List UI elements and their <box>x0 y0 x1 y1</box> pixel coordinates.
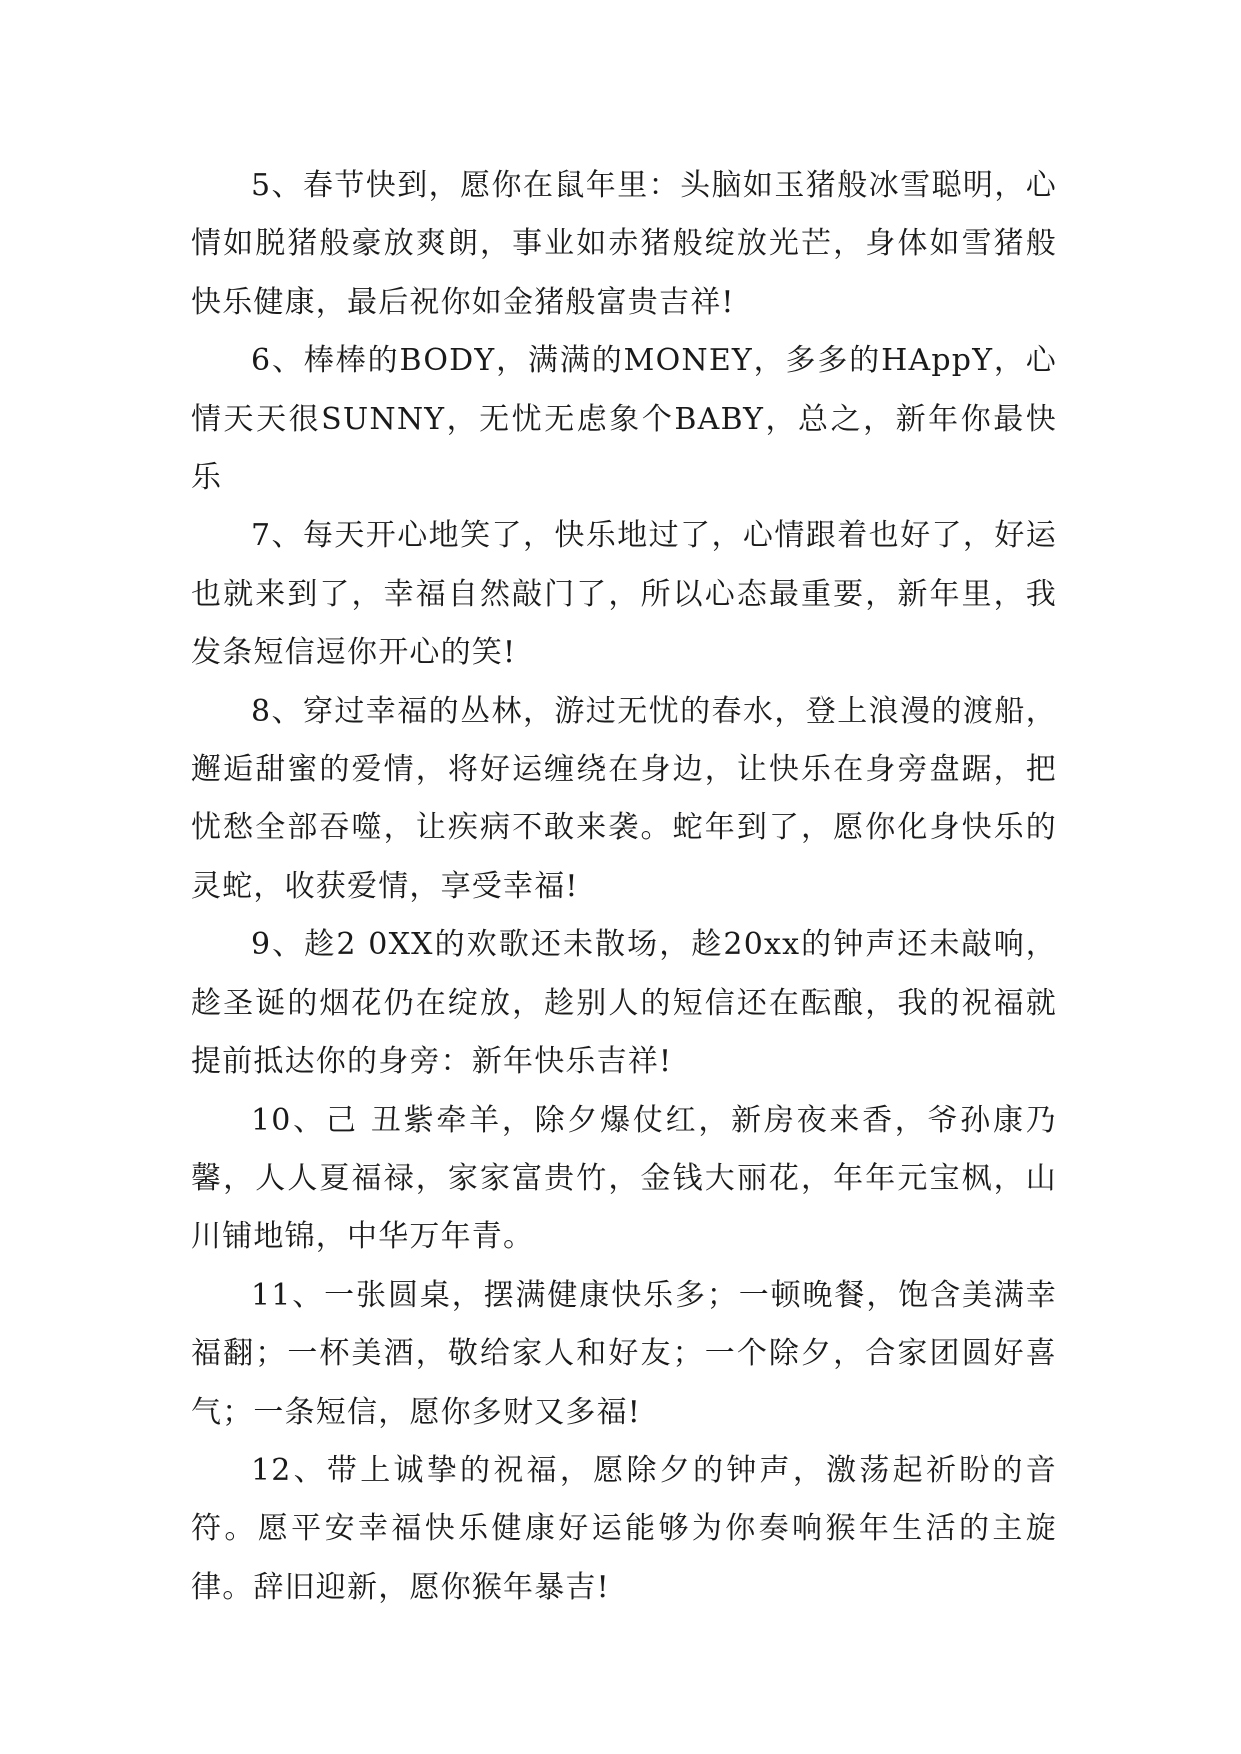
paragraph-7: 7、每天开心地笑了，快乐地过了，心情跟着也好了，好运也就来到了，幸福自然敲门了，所以心态最重要，新年里，我发条短信逗你开心的笑! <box>191 518 1057 671</box>
paragraph-8: 8、穿过幸福的丛林，游过无忧的春水，登上浪漫的渡船，邂逅甜蜜的爱情，将好运缠绕在身边，让快乐在身旁盘踞，把忧愁全部吞噬，让疾病不敢来袭。蛇年到了，愿你化身快乐的灵蛇，收获爱情，享受幸福! <box>191 693 1057 904</box>
paragraph-9: 9、趁2 0XX的欢歌还未散场，趁20xx的钟声还未敲响，趁圣诞的烟花仍在绽放，趁别人的短信还在酝酿，我的祝福就提前抵达你的身旁：新年快乐吉祥! <box>191 927 1057 1080</box>
paragraph-12: 12、带上诚挚的祝福，愿除夕的钟声，激荡起祈盼的音符。愿平安幸福快乐健康好运能够为你奏响猴年生活的主旋律。辞旧迎新，愿你猴年暴吉! <box>191 1452 1057 1605</box>
paragraph-6: 6、棒棒的BODY，满满的MONEY，多多的HAppY，心情天天很SUNNY，无忧无虑象个BABY，总之，新年你最快乐 <box>191 343 1057 496</box>
document-body <box>191 157 1057 1617</box>
paragraph-10: 10、己 丑紫牵羊，除夕爆仗红，新房夜来香，爷孙康乃馨，人人夏福禄，家家富贵竹，金钱大丽花，年年元宝枫，山川铺地锦，中华万年青。 <box>191 1102 1057 1255</box>
paragraph-5: 5、春节快到，愿你在鼠年里：头脑如玉猪般冰雪聪明，心情如脱猪般豪放爽朗，事业如赤猪般绽放光芒，身体如雪猪般快乐健康，最后祝你如金猪般富贵吉祥! <box>191 168 1057 320</box>
paragraph-11: 11、一张圆桌，摆满健康快乐多；一顿晚餐，饱含美满幸福翻；一杯美酒，敬给家人和好友；一个除夕，合家团圆好喜气；一条短信，愿你多财又多福! <box>191 1277 1057 1430</box>
